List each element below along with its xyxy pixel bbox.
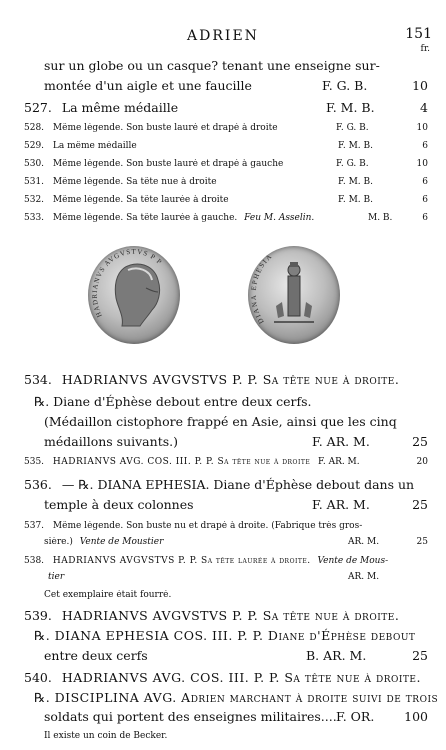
grade-label: B. AR. M. [306, 648, 367, 663]
catalog-line: sur un globe ou un casque? tenant une enseigne sur- [44, 58, 380, 73]
catalog-line: ℞. DISCIPLINA AVG. Adrien marchant à droite suivi de trois [34, 690, 439, 705]
price-value: 100 [404, 709, 428, 724]
grade-label: F. OR. [336, 709, 375, 724]
item-number: 539. [24, 608, 52, 623]
catalog-line: sière.) Vente de Moustier AR. M. 25 [44, 537, 428, 547]
grade-label: F. G. B. [322, 78, 368, 93]
grade-label: F. M. B. [338, 141, 373, 151]
obverse-legend [88, 246, 180, 344]
catalog-line: soldats qui portent des enseignes militaires.... F. OR. 100 [44, 709, 428, 724]
item-number: 538. [24, 556, 45, 566]
item-number: 532. [24, 195, 45, 205]
grade-label: F. M. B. [326, 100, 375, 115]
catalog-line: temple à deux colonnes F. AR. M. 25 [44, 497, 428, 512]
price-value: 4 [420, 100, 428, 115]
price-value: 10 [416, 123, 428, 133]
grade-label: F. M. B. [338, 177, 373, 187]
catalog-line: médaillons suivants.) F. AR. M. 25 [44, 434, 428, 449]
running-title: ADRIEN [187, 28, 259, 44]
catalog-line: montée d'un aigle et une faucille F. G. B. 10 [44, 78, 428, 93]
price-value: 6 [422, 213, 428, 223]
catalog-line: 534. HADRIANVS AVGVSTVS P. P. Sa tête nue à droite. [24, 372, 400, 387]
catalog-line: 538. HADRIANVS AVGVSTVS P. P. Sa tête laurée à droite. Vente de Mous- [24, 556, 389, 566]
page-header [0, 24, 446, 54]
reverse-legend-text: DIANA EPHESIA [249, 251, 275, 326]
grade-label: M. B. [368, 213, 393, 223]
catalog-line: 539. HADRIANVS AVGVSTVS P. P. Sa tête nue à droite. [24, 608, 400, 623]
provenance-note: tier [48, 572, 65, 582]
price-value: 6 [422, 195, 428, 205]
price-value: 6 [422, 177, 428, 187]
grade-label: AR. M. [348, 537, 380, 547]
grade-label: F. AR. M. [318, 457, 360, 467]
catalog-line: Il existe un coin de Becker. [44, 731, 168, 741]
price-value: 25 [412, 648, 428, 663]
item-number: 528. [24, 123, 45, 133]
coin-obverse-image [88, 246, 180, 344]
price-value: 10 [416, 159, 428, 169]
grade-label: F. G. B. [336, 123, 369, 133]
catalog-line: Cet exemplaire était fourré. [44, 590, 172, 600]
price-value: 6 [422, 141, 428, 151]
catalog-line: ℞. DIANA EPHESIA COS. III. P. P. Diane d'Éphèse debout [34, 628, 416, 643]
provenance-note: Vente de Moustier [79, 537, 164, 547]
grade-label: AR. M. [348, 572, 380, 582]
grade-label: F. AR. M. [312, 497, 370, 512]
item-number: 531. [24, 177, 45, 187]
catalog-line: 537. Même légende. Son buste nu et drapé à droite. (Fabrique très gros- [24, 521, 363, 531]
catalog-line: 531. Même légende. Sa tête nue à droite F. M. B. 6 [24, 177, 428, 187]
catalog-line: 530. Même légende. Son buste lauré et drapé à gauche F. G. B. 10 [24, 159, 428, 169]
item-number: 537. [24, 521, 45, 531]
page-number: 151 [405, 26, 432, 42]
catalog-line: 540. HADRIANVS AVG. COS. III. P. P. Sa tête nue à droite. [24, 670, 421, 685]
catalog-line: 532. Même légende. Sa tête laurée à droite F. M. B. 6 [24, 195, 428, 205]
item-number: 540. [24, 670, 52, 685]
catalog-line: 535. HADRIANVS AVG. COS. III. P. P. Sa tête nue à droite F. AR. M. 20 [24, 457, 428, 467]
catalog-line: (Médaillon cistophore frappé en Asie, ainsi que les cinq [44, 414, 397, 429]
catalog-line: 527. La même médaille F. M. B. 4 [24, 100, 428, 115]
item-number: 527. [24, 100, 52, 115]
price-value: 10 [412, 78, 428, 93]
provenance-note: Feu M. Asselin. [244, 213, 315, 223]
svg-text:DIANA EPHESIA [250, 252, 275, 325]
coin-reverse-image [248, 246, 340, 344]
reverse-legend [248, 246, 340, 344]
provenance-note: Vente de Mous- [317, 556, 389, 566]
currency-label: fr. [420, 44, 430, 54]
catalog-line: 533. Même légende. Sa tête laurée à gauche. Feu M. Asselin. M. B. 6 [24, 213, 428, 223]
item-number: 536. [24, 477, 52, 492]
price-value: 25 [416, 537, 428, 547]
catalog-line: entre deux cerfs B. AR. M. 25 [44, 648, 428, 663]
item-number: 530. [24, 159, 45, 169]
grade-label: F. AR. M. [312, 434, 370, 449]
obverse-legend-text: HADRIANVS AVGVSTVS P P [90, 247, 164, 319]
catalog-line [0, 572, 446, 582]
price-value: 25 [412, 434, 428, 449]
item-number: 533. [24, 213, 45, 223]
catalog-line: 529. La même médaille F. M. B. 6 [24, 141, 428, 151]
svg-text:HADRIANVS AVGVSTVS P P [91, 248, 164, 319]
catalog-line: 528. Même légende. Son buste lauré et drapé à droite F. G. B. 10 [24, 123, 428, 133]
item-number: 534. [24, 372, 52, 387]
catalog-line: ℞. Diane d'Éphèse debout entre deux cerfs. [34, 394, 312, 409]
item-number: 529. [24, 141, 45, 151]
catalog-line: 536. — ℞. DIANA EPHESIA. Diane d'Éphèse debout dans un [24, 477, 415, 492]
grade-label: F. G. B. [336, 159, 369, 169]
price-value: 20 [416, 457, 428, 467]
price-value: 25 [412, 497, 428, 512]
item-number: 535. [24, 457, 45, 467]
grade-label: F. M. B. [338, 195, 373, 205]
